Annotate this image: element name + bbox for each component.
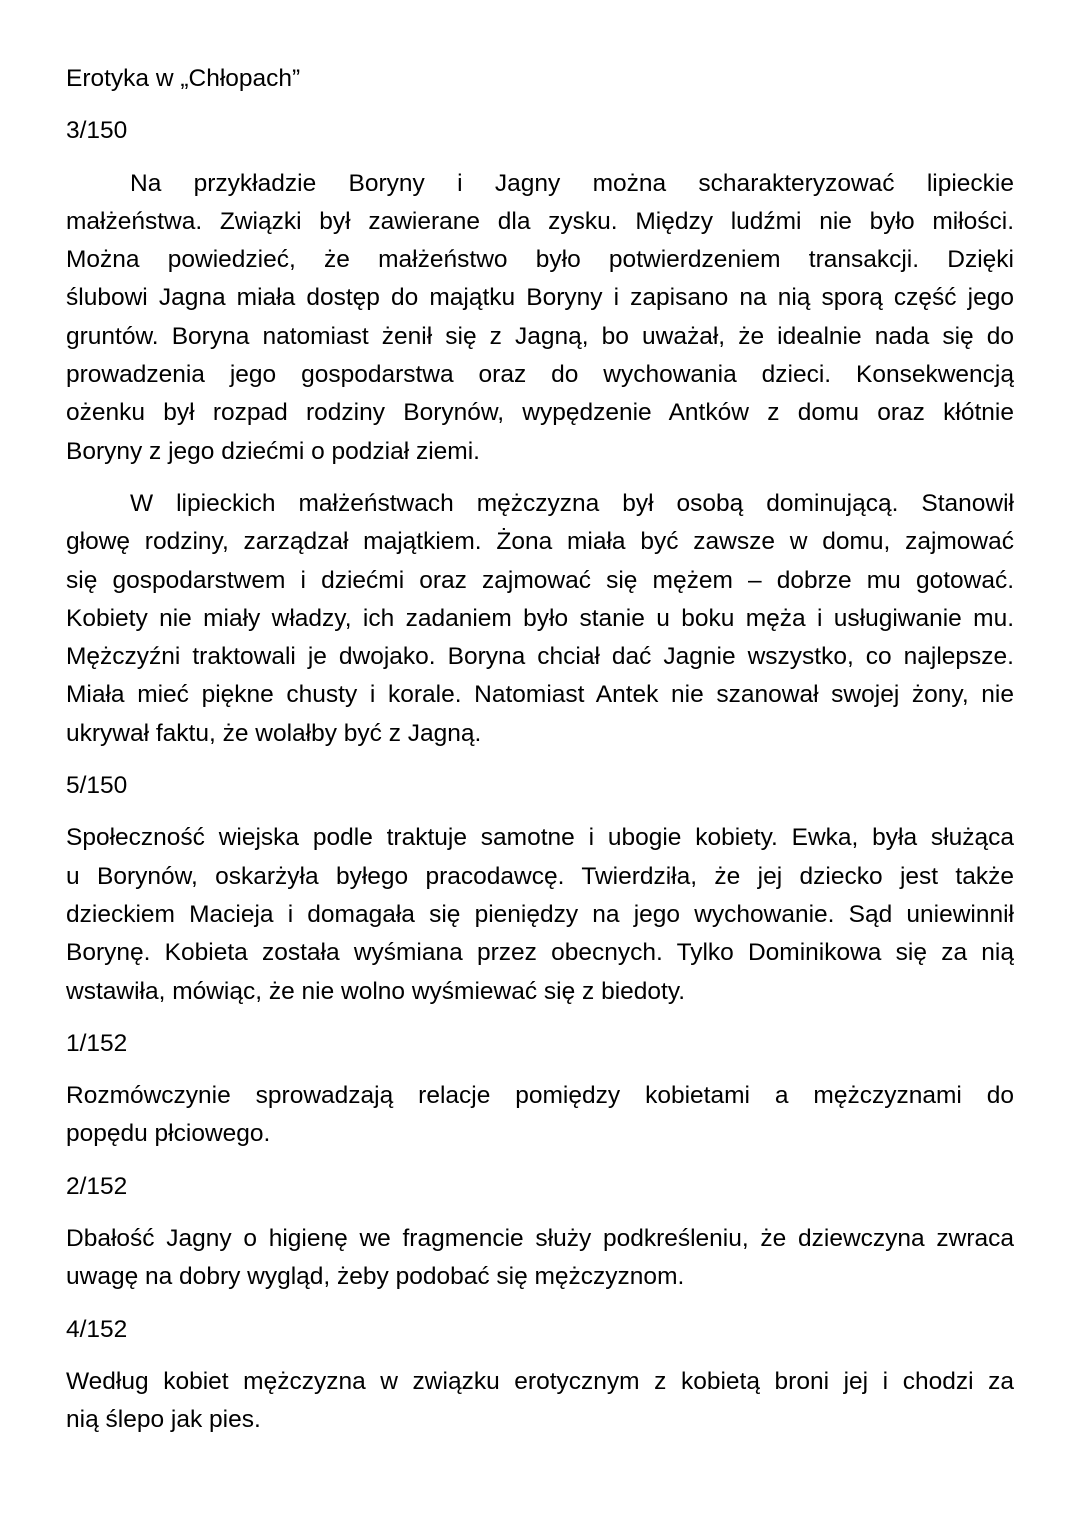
section-label: 5/150 <box>66 772 128 800</box>
paragraph-line: Mężczyźni traktowali je dwojako. Boryna chciał dać Jagnie wszystko, co najlepsze. <box>66 643 1014 671</box>
paragraph-line: ożenku był rozpad rodziny Borynów, wypędzenie Antków z domu oraz kłótnie <box>66 399 1014 427</box>
paragraph-line: Borynę. Kobieta została wyśmiana przez obecnych. Tylko Dominikowa się za nią <box>66 939 1014 967</box>
paragraph-line: się gospodarstwem i dziećmi oraz zajmować się mężem – dobrze mu gotować. <box>66 566 1014 594</box>
paragraph-line: Dbałość Jagny o higienę we fragmencie służy podkreśleniu, że dziewczyna zwraca <box>66 1225 1014 1253</box>
paragraph-line: W lipieckich małżeństwach mężczyzna był osobą dominującą. Stanowił <box>130 489 1014 517</box>
section-label: 2/152 <box>66 1172 128 1200</box>
section-label: 1/152 <box>66 1029 128 1057</box>
paragraph-line: wstawiła, mówiąc, że nie wolno wyśmiewać się z biedoty. <box>66 977 686 1005</box>
paragraph <box>66 165 1014 471</box>
paragraph-line: prowadzenia jego gospodarstwa oraz do wychowania dzieci. Konsekwencją <box>66 361 1014 389</box>
paragraph-line: ślubowi Jagna miała dostęp do majątku Boryny i zapisano na nią sporą część jego <box>66 284 1014 312</box>
paragraph-line: gruntów. Boryna natomiast żenił się z Jagną, bo uważał, że idealnie nada się do <box>66 322 1014 350</box>
paragraph-line: ukrywał faktu, że wolałby być z Jagną. <box>66 719 482 747</box>
paragraph-line: Społeczność wiejska podle traktuje samotne i ubogie kobiety. Ewka, była służąca <box>66 824 1014 852</box>
paragraph <box>66 1077 1014 1154</box>
document-title: Erotyka w „Chłopach” <box>66 65 301 92</box>
paragraph-line: Rozmówczynie sprowadzają relacje pomiędzy kobietami a mężczyznami do <box>66 1082 1014 1110</box>
paragraph <box>66 1220 1014 1297</box>
paragraph-line: Na przykładzie Boryny i Jagny można scharakteryzować lipieckie <box>130 169 1014 197</box>
paragraph-line: Miała mieć piękne chusty i korale. Natomiast Antek nie szanował swojej żony, nie <box>66 681 1014 709</box>
paragraph-line: uwagę na dobry wygląd, żeby podobać się mężczyznom. <box>66 1263 685 1291</box>
paragraph-line: Boryny z jego dziećmi o podział ziemi. <box>66 437 480 465</box>
paragraph-line: nią ślepo jak pies. <box>66 1406 261 1434</box>
document-body <box>66 60 1014 1440</box>
section-label: 3/150 <box>66 117 128 145</box>
paragraph-line: małżeństwa. Związki był zawierane dla zysku. Między ludźmi nie było miłości. <box>66 207 1014 235</box>
paragraph <box>66 1363 1014 1440</box>
paragraph-line: dzieckiem Macieja i domagała się pieniędzy na jego wychowanie. Sąd uniewinnił <box>66 900 1014 928</box>
paragraph-line: głowę rodziny, zarządzał majątkiem. Żona miała być zawsze w domu, zajmować <box>66 528 1014 556</box>
paragraph-line: Według kobiet mężczyzna w związku erotycznym z kobietą broni jej i chodzi za <box>66 1367 1014 1395</box>
paragraph <box>66 485 1014 753</box>
section-label: 4/152 <box>66 1315 128 1343</box>
paragraph-line: popędu płciowego. <box>66 1120 271 1148</box>
paragraph-line: Można powiedzieć, że małżeństwo było potwierdzeniem transakcji. Dzięki <box>66 246 1014 274</box>
paragraph-line: Kobiety nie miały władzy, ich zadaniem było stanie u boku męża i usługiwanie mu. <box>66 604 1014 632</box>
paragraph-line: u Borynów, oskarżyła byłego pracodawcę. Twierdziła, że jej dziecko jest także <box>66 862 1014 890</box>
paragraph <box>66 819 1014 1010</box>
